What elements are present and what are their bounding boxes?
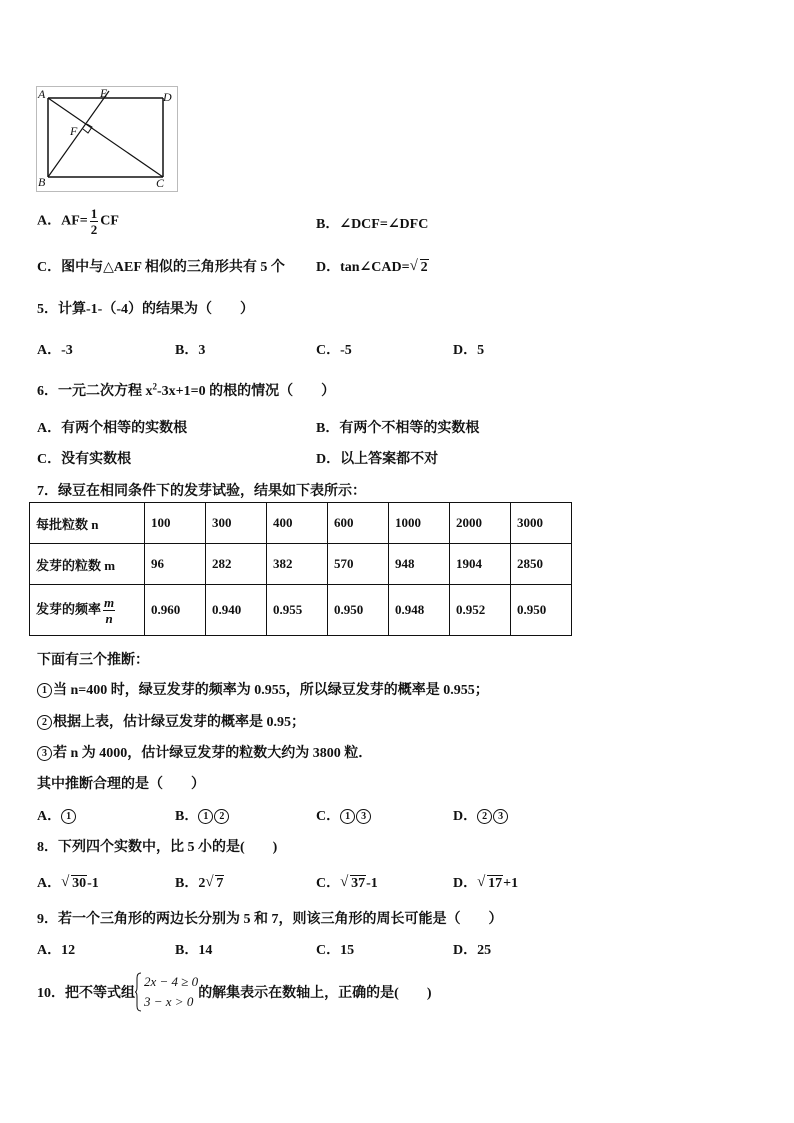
option-suffix: -1	[366, 876, 378, 891]
q10-stem	[37, 972, 432, 1012]
table-cell: 570	[328, 544, 389, 585]
circled-number: 1	[198, 809, 213, 824]
circled-number: 3	[493, 809, 508, 824]
option-prefix: B．	[175, 809, 199, 824]
circled-number: 1	[37, 683, 52, 698]
fraction-numerator: 1	[90, 206, 98, 221]
table-cell: 3000	[511, 503, 572, 544]
circled-number: 1	[61, 809, 76, 824]
q10-prefix: 10．把不等式组	[37, 986, 135, 1001]
table-row	[30, 585, 572, 636]
q7-option-d	[453, 805, 509, 825]
q8-option-c	[316, 872, 378, 892]
option-prefix: D．	[453, 876, 478, 891]
fraction-denominator: n	[105, 610, 113, 626]
table-cell: 2850	[511, 544, 572, 585]
q5-option-c: C．-5	[316, 343, 352, 358]
q6-option-d: D．以上答案都不对	[316, 452, 439, 467]
option-prefix: D．	[453, 809, 478, 824]
label-d: D	[163, 90, 172, 104]
q7-statement-1	[37, 679, 489, 699]
table-cell: 0.950	[511, 585, 572, 636]
option-prefix: B．2	[175, 876, 206, 891]
q9-stem: 9．若一个三角形的两边长分别为 5 和 7，则该三角形的周长可能是（ ）	[37, 912, 503, 927]
germination-table	[29, 502, 572, 636]
sqrt-expression: √ 7	[205, 874, 224, 891]
circled-number: 2	[37, 715, 52, 730]
circled-number: 2	[477, 809, 492, 824]
q4-option-b: B．∠DCF=∠DFC	[316, 217, 429, 232]
q7-statement-2	[37, 711, 305, 731]
q7-option-a	[37, 805, 77, 825]
fraction-numerator: m	[104, 594, 115, 610]
radicand: 7	[216, 876, 224, 891]
q8-option-d	[453, 872, 518, 892]
option-suffix: -1	[87, 876, 99, 891]
statement-text: 当 n=400 时，绿豆发芽的频率为 0.955，所以绿豆发芽的概率是 0.955；	[53, 683, 489, 698]
table-cell: 0.952	[450, 585, 511, 636]
q5-option-a: A．-3	[37, 343, 73, 358]
table-cell: 100	[145, 503, 206, 544]
table-cell: 600	[328, 503, 389, 544]
circled-number: 3	[37, 746, 52, 761]
brace-icon	[135, 972, 142, 1012]
table-cell: 0.950	[328, 585, 389, 636]
table-cell: 0.940	[206, 585, 267, 636]
radicand: 2	[420, 260, 428, 275]
q8-option-a	[37, 872, 99, 892]
frequency-label: 发芽的频率	[36, 600, 102, 616]
q7-stem: 7．绿豆在相同条件下的发芽试验，结果如下表所示：	[37, 484, 366, 499]
statement-text: 根据上表，估计绿豆发芽的概率是 0.95；	[53, 715, 305, 730]
sqrt-two: √ 2	[409, 258, 428, 275]
q7-question: 其中推断合理的是（ ）	[37, 777, 205, 792]
q5-option-d: D．5	[453, 343, 485, 358]
table-cell: 1000	[389, 503, 450, 544]
q9-option-b: B．14	[175, 943, 213, 958]
table-cell: 96	[145, 544, 206, 585]
q7-option-c	[316, 805, 372, 825]
radicand: 30	[72, 876, 87, 891]
option-prefix: C．	[316, 876, 341, 891]
q4-option-a-prefix: A．AF=	[37, 213, 88, 229]
radicand: 37	[351, 876, 366, 891]
label-a: A	[38, 87, 46, 101]
table-cell: 1904	[450, 544, 511, 585]
table-row-head	[30, 585, 145, 636]
inequality-system	[135, 972, 198, 1012]
table-cell: 282	[206, 544, 267, 585]
sqrt-expression: √ 17	[477, 874, 503, 891]
q5-stem: 5．计算-1-（-4）的结果为（ ）	[37, 302, 254, 317]
q9-option-a: A．12	[37, 943, 76, 958]
fraction-denominator: 2	[90, 222, 98, 237]
table-row	[30, 503, 572, 544]
fraction-one-half	[90, 206, 99, 237]
q8-option-b	[175, 872, 224, 892]
table-cell: 382	[267, 544, 328, 585]
circled-number: 3	[356, 809, 371, 824]
radicand: 17	[488, 876, 503, 891]
q4-option-d-prefix: D．tan∠CAD=	[316, 260, 410, 275]
table-cell: 0.948	[389, 585, 450, 636]
circled-number: 1	[340, 809, 355, 824]
fraction-m-over-n	[103, 595, 115, 626]
option-suffix: +1	[503, 876, 519, 891]
sqrt-expression: √ 37	[340, 874, 366, 891]
option-prefix: A．	[37, 876, 62, 891]
label-c: C	[156, 176, 165, 190]
diagonal-ac	[48, 98, 163, 177]
q6-stem-suffix: -3x+1=0 的根的情况（ ）	[157, 384, 336, 399]
label-b: B	[38, 175, 46, 189]
table-row-head: 发芽的粒数 m	[30, 544, 145, 585]
table-cell: 400	[267, 503, 328, 544]
inequality-line-1: 2x − 4 ≥ 0	[144, 974, 199, 989]
circled-number: 2	[214, 809, 229, 824]
q6-stem-prefix: 6．一元二次方程 x	[37, 384, 153, 399]
q8-stem: 8．下列四个实数中，比 5 小的是( )	[37, 840, 278, 855]
q10-suffix: 的解集表示在数轴上，正确的是( )	[198, 986, 432, 1001]
q5-option-b: B．3	[175, 343, 206, 358]
q6-stem	[37, 380, 335, 400]
q4-option-d	[316, 256, 429, 276]
q9-option-d: D．25	[453, 943, 492, 958]
table-cell: 0.960	[145, 585, 206, 636]
q9-option-c: C．15	[316, 943, 355, 958]
table-cell: 948	[389, 544, 450, 585]
q6-exponent: 2	[152, 381, 157, 392]
q7-statement-3	[37, 742, 372, 762]
label-f: F	[70, 124, 78, 138]
option-prefix: C．	[316, 809, 341, 824]
q4-option-a-suffix: CF	[100, 213, 119, 229]
table-cell: 0.955	[267, 585, 328, 636]
table-cell: 300	[206, 503, 267, 544]
q4-option-a	[37, 206, 119, 237]
label-e: E	[100, 86, 108, 100]
inequality-line-2: 3 − x > 0	[144, 994, 194, 1009]
q7-intro: 下面有三个推断：	[37, 653, 149, 668]
table-row-head: 每批粒数 n	[30, 503, 145, 544]
q6-option-b: B．有两个不相等的实数根	[316, 421, 480, 436]
statement-text: 若 n 为 4000，估计绿豆发芽的粒数大约为 3800 粒．	[53, 746, 373, 761]
q6-option-a: A．有两个相等的实数根	[37, 421, 188, 436]
sqrt-expression: √ 30	[61, 874, 87, 891]
q4-option-c: C．图中与△AEF 相似的三角形共有 5 个	[37, 260, 285, 275]
q7-option-b	[175, 805, 230, 825]
rectangle-figure	[36, 86, 178, 192]
q6-option-c: C．没有实数根	[37, 452, 132, 467]
option-prefix: A．	[37, 809, 62, 824]
table-cell: 2000	[450, 503, 511, 544]
table-row	[30, 544, 572, 585]
